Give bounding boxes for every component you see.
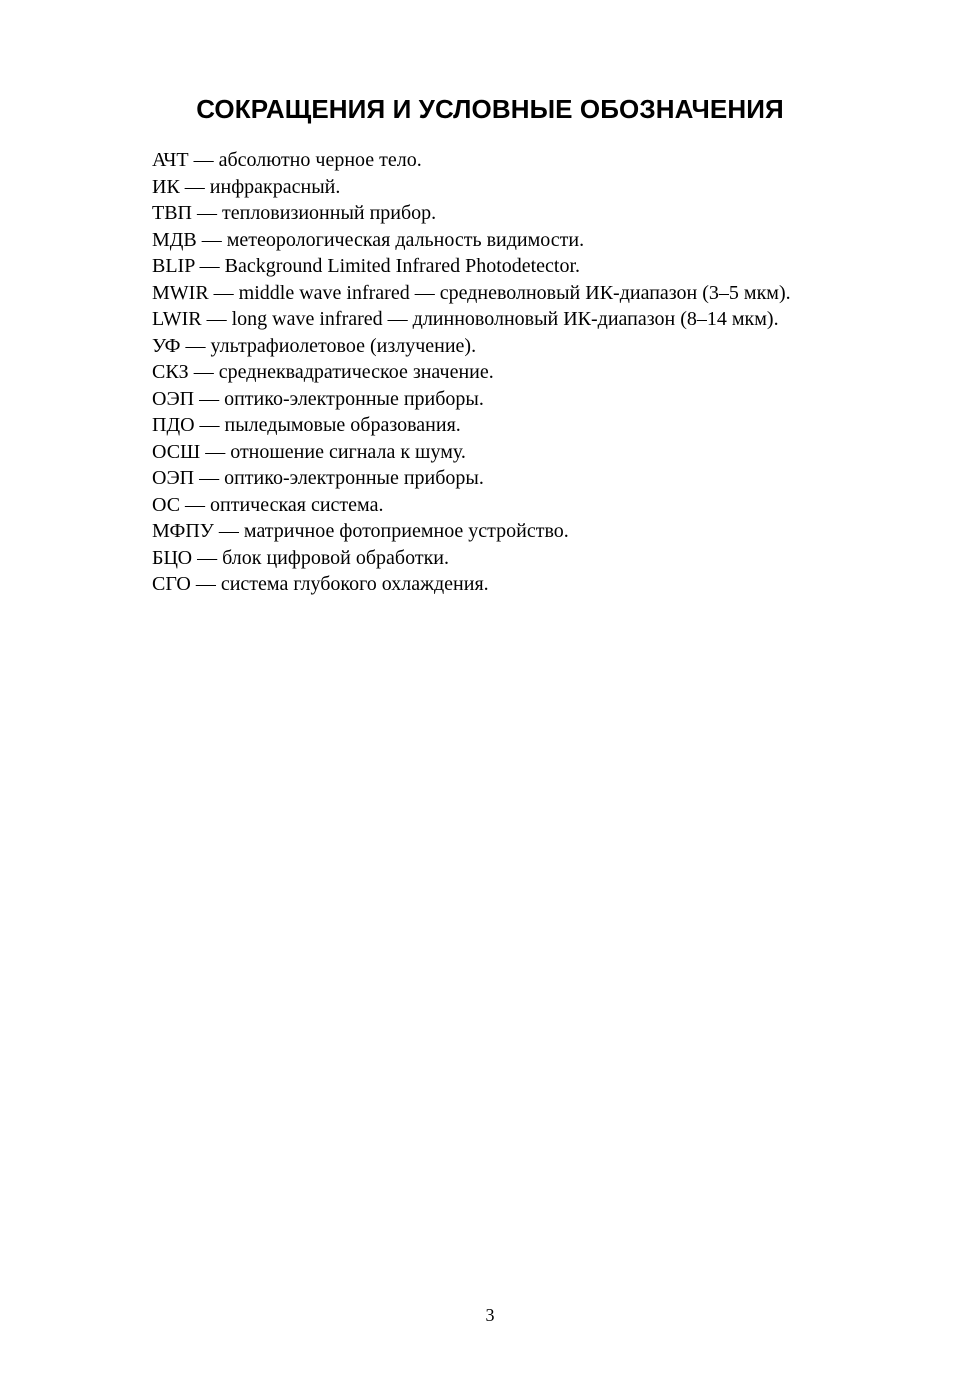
abbreviation-item: АЧТ — абсолютно черное тело. — [152, 149, 422, 171]
abbreviation-item: СГО — система глубокого охлаждения. — [152, 573, 489, 595]
abbreviation-item: МФПУ — матричное фотоприемное устройство. — [152, 520, 569, 542]
abbreviation-list — [152, 147, 791, 598]
abbreviation-item: МДВ — метеорологическая дальность видимости. — [152, 228, 585, 251]
abbreviation-item: ОС — оптическая система. — [152, 493, 384, 516]
abbreviation-item: ПДО — пыледымовые образования. — [152, 414, 461, 436]
abbreviation-item: BLIP — Background Limited Infrared Photodetector. — [152, 255, 581, 277]
abbreviation-item: ОЭП — оптико-электронные приборы. — [152, 467, 484, 489]
abbreviation-item: ОЭП — оптико-электронные приборы. — [152, 387, 484, 410]
abbreviation-item: LWIR — long wave infrared — длинноволновый ИК-диапазон (8–14 мкм). — [152, 308, 779, 330]
abbreviation-item: УФ — ультрафиолетовое (излучение). — [152, 334, 477, 357]
page-title: СОКРАЩЕНИЯ И УСЛОВНЫЕ ОБОЗНАЧЕНИЯ — [196, 94, 784, 124]
abbreviation-item: ОСШ — отношение сигнала к шуму. — [152, 440, 466, 463]
abbreviation-item: ИК — инфракрасный. — [152, 175, 341, 198]
abbreviation-item: СКЗ — среднеквадратическое значение. — [152, 361, 494, 383]
abbreviation-item: ТВП — тепловизионный прибор. — [152, 202, 437, 224]
page-number: 3 — [485, 1305, 495, 1325]
abbreviation-item: MWIR — middle wave infrared — средневолновый ИК-диапазон (3–5 мкм). — [152, 281, 791, 304]
abbreviation-item: БЦО — блок цифровой обработки. — [152, 546, 449, 569]
